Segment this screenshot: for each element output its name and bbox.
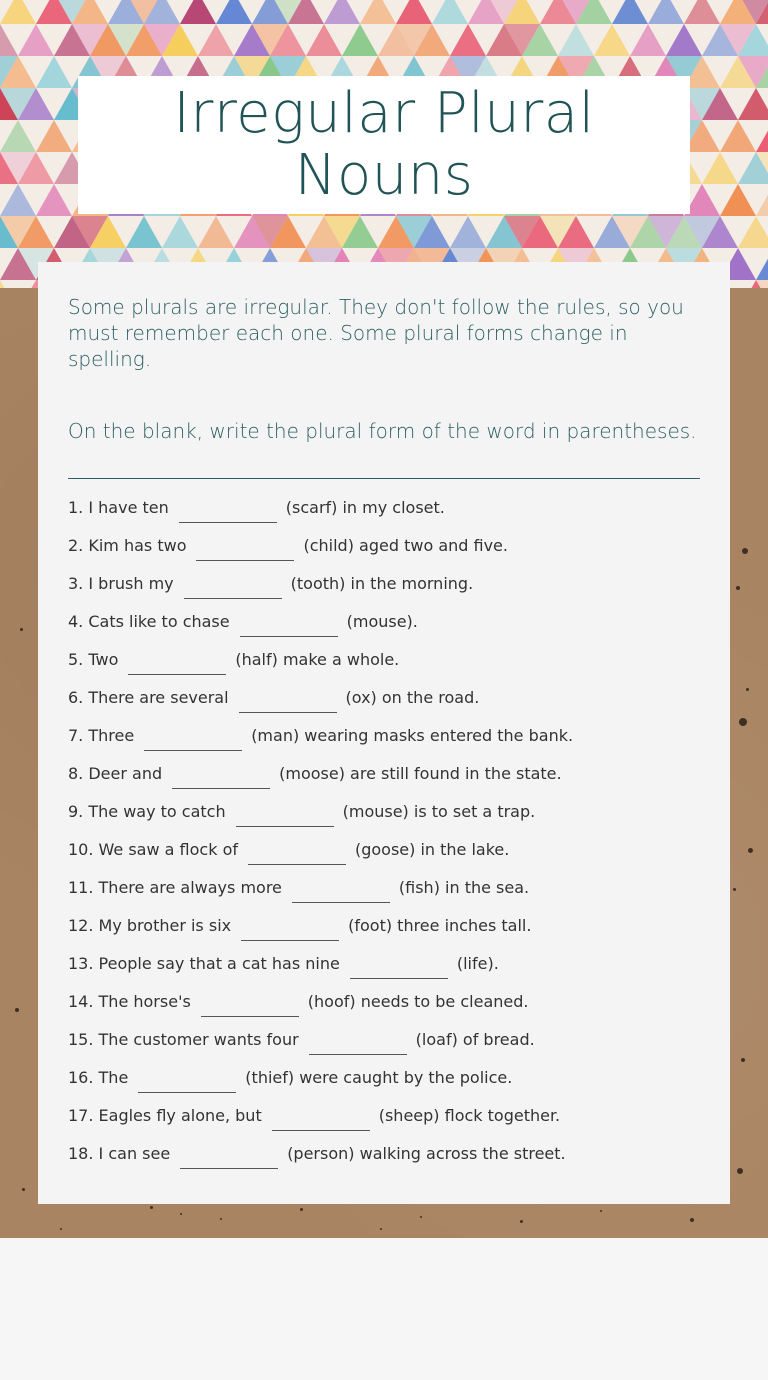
question-text-after: (tooth) in the morning.: [290, 573, 474, 593]
question-text-before: 7. Three: [68, 725, 135, 745]
answer-blank[interactable]: [240, 614, 338, 637]
question-text-before: 17. Eagles fly alone, but: [68, 1105, 262, 1125]
question-text-before: 10. We saw a flock of: [68, 839, 238, 859]
question-text-after: (thief) were caught by the police.: [245, 1067, 513, 1087]
cardboard-speck: [746, 688, 749, 691]
cardboard-speck: [690, 1218, 694, 1222]
question-item: [68, 488, 718, 526]
question-item: [68, 640, 718, 678]
question-item: [68, 1020, 718, 1058]
answer-blank[interactable]: [309, 1032, 407, 1055]
question-text-after: (half) make a whole.: [235, 649, 400, 669]
intro-text: Some plurals are irregular. They don't follow the rules, so you must remember each one. Some plural forms change in spelling.: [68, 295, 684, 371]
answer-blank[interactable]: [179, 500, 277, 523]
question-item: [68, 1058, 718, 1096]
cardboard-speck: [15, 1008, 19, 1012]
question-item: [68, 754, 718, 792]
question-text-before: 16. The: [68, 1067, 129, 1087]
answer-blank[interactable]: [196, 538, 294, 561]
answer-blank[interactable]: [180, 1146, 278, 1169]
question-text-after: (life).: [456, 953, 499, 973]
question-item: [68, 602, 718, 640]
cardboard-speck: [520, 1220, 523, 1223]
cardboard-speck: [60, 1228, 62, 1230]
answer-blank[interactable]: [292, 880, 390, 903]
answer-blank[interactable]: [172, 766, 270, 789]
question-text-before: 2. Kim has two: [68, 535, 187, 555]
question-text-before: 12. My brother is six: [68, 915, 232, 935]
answer-blank[interactable]: [241, 918, 339, 941]
cardboard-speck: [220, 1218, 222, 1220]
cardboard-speck: [741, 1058, 745, 1062]
cardboard-speck: [739, 718, 747, 726]
question-text-before: 8. Deer and: [68, 763, 163, 783]
cardboard-speck: [20, 628, 23, 631]
cardboard-speck: [748, 848, 753, 853]
page-title: Irregular Plural Nouns: [173, 81, 595, 208]
question-text-before: 1. I have ten: [68, 497, 169, 517]
question-text-after: (man) wearing masks entered the bank.: [251, 725, 574, 745]
question-item: [68, 944, 718, 982]
cardboard-speck: [300, 1208, 303, 1211]
answer-blank[interactable]: [272, 1108, 370, 1131]
answer-blank[interactable]: [248, 842, 346, 865]
cardboard-speck: [733, 888, 736, 891]
cardboard-speck: [737, 1168, 743, 1174]
question-text-after: (hoof) needs to be cleaned.: [307, 991, 529, 1011]
question-item: [68, 716, 718, 754]
question-item: [68, 792, 718, 830]
cardboard-speck: [600, 1210, 602, 1212]
answer-blank[interactable]: [350, 956, 448, 979]
question-text-before: 3. I brush my: [68, 573, 174, 593]
cardboard-speck: [180, 1213, 182, 1215]
question-text-before: 14. The horse's: [68, 991, 191, 1011]
answer-blank[interactable]: [138, 1070, 236, 1093]
question-text-after: (goose) in the lake.: [354, 839, 510, 859]
answer-blank[interactable]: [239, 690, 337, 713]
question-text-after: (mouse).: [346, 611, 418, 631]
question-list: [68, 488, 718, 1172]
question-text-before: 11. There are always more: [68, 877, 282, 897]
question-text-after: (moose) are still found in the state.: [279, 763, 562, 783]
question-text-after: (ox) on the road.: [345, 687, 480, 707]
cardboard-speck: [420, 1216, 422, 1218]
question-item: [68, 678, 718, 716]
answer-blank[interactable]: [184, 576, 282, 599]
question-text-after: (loaf) of bread.: [415, 1029, 535, 1049]
question-item: [68, 868, 718, 906]
cardboard-speck: [380, 1228, 382, 1230]
question-text-after: (scarf) in my closet.: [285, 497, 445, 517]
answer-blank[interactable]: [236, 804, 334, 827]
question-text-before: 18. I can see: [68, 1143, 171, 1163]
cardboard-speck: [742, 548, 748, 554]
footer-blank-area: [0, 1238, 768, 1380]
question-text-before: 13. People say that a cat has nine: [68, 953, 340, 973]
question-text-before: 4. Cats like to chase: [68, 611, 230, 631]
question-text-after: (sheep) flock together.: [378, 1105, 561, 1125]
answer-blank[interactable]: [201, 994, 299, 1017]
question-item: [68, 830, 718, 868]
title-box: [78, 76, 690, 214]
question-text-before: 5. Two: [68, 649, 119, 669]
answer-blank[interactable]: [128, 652, 226, 675]
question-item: [68, 982, 718, 1020]
cardboard-speck: [150, 1206, 153, 1209]
question-item: [68, 526, 718, 564]
worksheet-sheet: [38, 262, 730, 1204]
question-text-after: (fish) in the sea.: [398, 877, 530, 897]
question-text-after: (foot) three inches tall.: [348, 915, 532, 935]
cardboard-speck: [736, 586, 740, 590]
question-text-before: 6. There are several: [68, 687, 229, 707]
question-item: [68, 906, 718, 944]
answer-blank[interactable]: [144, 728, 242, 751]
question-text-after: (mouse) is to set a trap.: [342, 801, 536, 821]
question-text-after: (person) walking across the street.: [287, 1143, 566, 1163]
question-text-after: (child) aged two and five.: [303, 535, 508, 555]
divider: [68, 478, 700, 479]
instructions-text: On the blank, write the plural form of the word in parentheses.: [68, 419, 697, 443]
question-item: [68, 564, 718, 602]
question-text-before: 9. The way to catch: [68, 801, 226, 821]
cardboard-speck: [22, 1188, 25, 1191]
question-text-before: 15. The customer wants four: [68, 1029, 299, 1049]
question-item: [68, 1134, 718, 1172]
question-item: [68, 1096, 718, 1134]
